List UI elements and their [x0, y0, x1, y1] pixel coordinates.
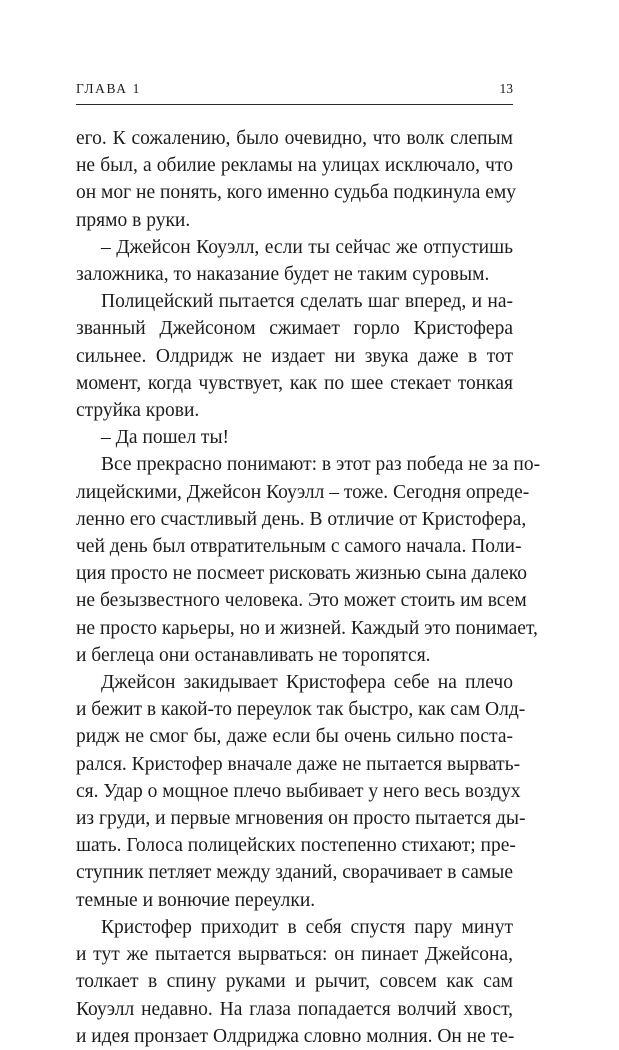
paragraph [76, 669, 526, 914]
text-line: момент, когда чувствует, как по шее стекает тонкая [76, 372, 513, 394]
text-line: ция просто не посмеет рисковать жизнью сына далеко [76, 563, 527, 585]
text-line: и бежит в какой-то переулок так быстро, как сам Олд- [76, 699, 526, 721]
text-line: – Джейсон Коуэлл, если ты сейчас же отпустишь [101, 236, 513, 258]
paragraph [76, 288, 513, 424]
text-line: не безызвестного человека. Это может стоить им всем [76, 590, 527, 612]
text-line: не был, а обилие рекламы на улицах исключало, что [76, 155, 513, 177]
chapter-title: ГЛАВА 1 [76, 81, 141, 96]
text-line: шать. Голоса полицейских постепенно стихают; пре- [76, 835, 516, 857]
text-line: Коуэлл недавно. На глаза попадается волчий хвост, [76, 998, 513, 1020]
text-line: заложника, то наказание будет не таким суровым. [76, 264, 490, 286]
text-line: званный Джейсоном сжимает горло Кристофера [76, 318, 513, 340]
paragraph [76, 125, 517, 234]
paragraph [76, 914, 513, 1050]
paragraph [76, 234, 513, 288]
text-line: Полицейский пытается сделать шаг вперед, и на- [101, 291, 513, 313]
text-line: не просто карьеры, но и жизней. Каждый это понимает, [76, 617, 538, 639]
header-rule [76, 104, 513, 105]
text-line: струйка крови. [76, 400, 200, 422]
text-line: лицейскими, Джейсон Коуэлл – тоже. Сегодня опреде- [76, 481, 530, 503]
text-line: сильнее. Олдридж не издает ни звука даже в тот [76, 345, 513, 367]
body-text [76, 125, 541, 1050]
text-line: ридж не смог бы, даже если бы очень сильно поста- [76, 726, 513, 748]
text-line: и идея пронзает Олдриджа словно молния. Он не те- [76, 1025, 515, 1047]
text-line: темные и вонючие переулки. [76, 889, 316, 911]
text-line: толкает в спину руками и рычит, совсем как сам [76, 971, 513, 993]
text-line: Кристофер приходит в себя спустя пару минут [101, 916, 513, 938]
text-line: и тут же пытается вырваться: он пинает Джейсона, [76, 944, 513, 966]
text-line: ленно его счастливый день. В отличие от Кристофера, [76, 508, 527, 530]
page-number: 13 [499, 81, 513, 96]
text-line: прямо в руки. [76, 209, 191, 231]
text-line: ступник петляет между зданий, сворачивает в самые [76, 862, 513, 884]
paragraph [76, 451, 541, 669]
text-line: чей день был отвратительным с самого начала. Поли- [76, 536, 522, 558]
paragraph [76, 424, 513, 451]
text-line: – Да пошел ты! [101, 427, 230, 449]
text-line: рался. Кристофер вначале даже не пытается вырвать- [76, 753, 521, 775]
text-line: Все прекрасно понимают: в этот раз победа не за по- [101, 454, 541, 476]
text-line: и беглеца они останавливать не торопятся. [76, 644, 431, 666]
running-header [76, 80, 513, 102]
text-line: Джейсон закидывает Кристофера себе на плечо [101, 672, 513, 694]
text-line: он мог не понять, кого именно судьба подкинула ему [76, 182, 517, 204]
text-line: его. К сожалению, было очевидно, что волк слепым [76, 128, 513, 149]
text-line: ся. Удар о мощное плечо выбивает у него весь воздух [76, 780, 521, 802]
text-line: из груди, и первые мгновения он просто пытается ды- [76, 808, 526, 830]
